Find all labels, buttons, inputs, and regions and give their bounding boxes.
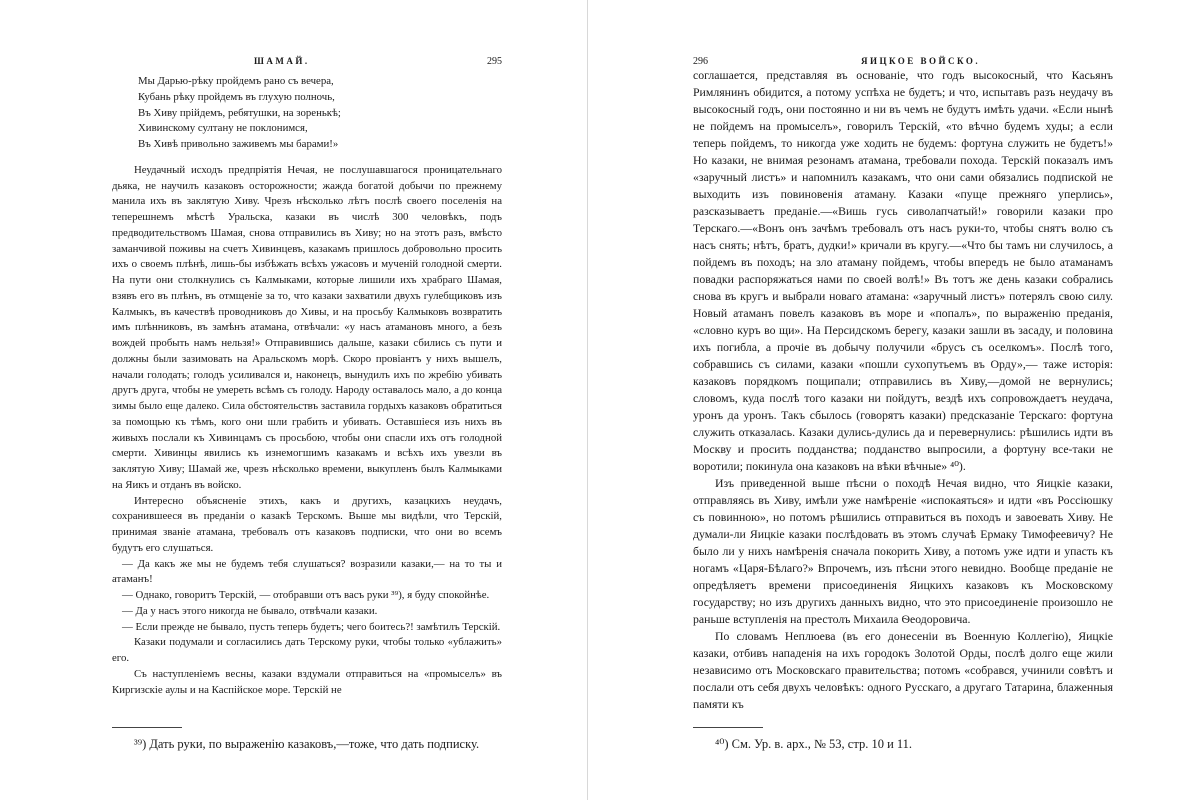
song-verse [138,74,502,153]
paragraph: Изъ приведенной выше пѣсни о походѣ Нечая видно, что Яицкіе казаки, отправляясь въ Хиву, имѣли уже намѣреніе «испокаяться» и идти «въ Россіюшку съ повинною», но потомъ рѣшились отправиться въ походъ и завоевать Хиву. Не думали-ли Яицкіе казаки послѣдовать въ этомъ случаѣ Ермаку Тимофеевичу? Не было ли у нихъ намѣренія сначала покорить Хиву, а потомъ уже идти и упасть къ ногамъ «Царя-Бѣлаго?» Впрочемъ, изъ пѣсни этого невидно. Вообще преданіе не опредѣляетъ времени присоединенія Яицкихъ казаковъ къ Московскому государству; но изъ другихъ данныхъ видно, что это присоединеніе произошло не раньше вступленія на престолъ Михаила Ѳеодоровича. [693,476,1113,626]
page-gutter [587,0,588,800]
left-page [112,0,502,800]
dialogue-line: — Если прежде не бывало, пусть теперь будетъ; чего боитесь?! замѣтилъ Терскій. [122,620,501,633]
left-page-number: 295 [487,56,502,67]
dialogue-line: — Да какъ же мы не будемъ тебя слушаться? возразили казаки,— на то ты и атаманъ! [112,557,502,586]
dialogue-line: — Да у насъ этого никогда не бывало, отвѣчали казаки. [122,604,378,617]
verse-line: Кубань рѣку пройдемъ въ глухую полночь, [138,90,335,103]
paragraph: По словамъ Неплюева (въ его донесеніи въ Военную Коллегію), Яицкіе казаки, отбивъ нападенія на ихъ городокъ Золотой Орды, послѣ долго еще жили независимо отъ Московскаго правительства; потомъ «собрався, учинили совѣтъ и послали отъ себя двухъ человѣкъ: одного Русскаго, а другаго Татарина, блаженныя памяти къ [693,629,1113,711]
footnote-rule [693,727,763,728]
paragraph: соглашается, представляя въ основаніе, что годъ высокосный, что Касьянъ Римлянинъ обидится, а потому успѣха не будетъ; и что, испытавъ разъ неудачу въ высокосный годъ, они постоянно и ни въ чемъ не будутъ имѣть удачи. «Если нынѣ не пойдемъ на промыселъ», говорилъ Терскій, «то вѣчно будемъ худы; а если теперь пойдемъ, то никогда уже ходить не будемъ: фортуна служить не будетъ!» Но казаки, не внимая резонамъ атамана, требовали похода. Терскій показалъ имъ «заручный листъ» и напомнилъ казакамъ, что они сами обязались подпиской не выходить изъ повиновенія атаману. Казаки «пуще прежняго уперлись», разсказываетъ преданіе.—«Вишь гусь сиволапчатый!» говорили казаки про Терскаго.—«Вонъ онъ зачѣмъ требовалъ отъ насъ руки-то, чтобы снятъ волю съ насъ снять; нѣтъ, братъ, дудки!» кричали въ кругу.—«Что бы тамъ ни случилось, а пойдемъ въ походъ; на зло атаману пойдемъ, чтобы впередъ не было атаманамъ повадки распоряжаться нами по своей волѣ!» Въ тотъ же день казаки собрались снова въ кругъ и выбрали новаго атамана: «заручный листъ» потерялъ свою силу. Новый атаманъ повелъ казаковъ въ море и «попалъ», по выраженію преданія, «словно куръ во щи». На Персидскомъ берегу, казаки зашли въ засаду, и половина ихъ погибла, а прочіе въ добычу получили «брусъ съ оселкомъ». Послѣ того, собравшись съ силами, казаки «пошли сухопутьемъ въ Орду»,— таже исторія: казаковъ порядкомъ пощипали; отправились въ Хиву,—домой не вернулись; словомъ, куда послѣ того казаки ни пойдутъ, вездѣ ихъ сопровождаетъ неудача, уронъ да уронъ. Такъ сбылось (говорятъ казаки) предсказаніе Терскаго: фортуна служить отказалась. Казаки дулись-дулись да и перевернулись: рѣшились идти въ Москву и просить подданства; подданство выпросили, а фортуну все-таки не воротили; покинула она казаковъ на вѣки вѣчные» ⁴⁰). [693,68,1113,473]
paragraph: Казаки подумали и согласились дать Терскому руки, чтобы только «ублажить» его. [112,636,502,664]
dialogue-line: — Однако, говоритъ Терскій, — отобравши отъ васъ руки ³⁹), я буду спокойнѣе. [122,589,490,601]
paragraph: Неудачный исходъ предпріятія Нечая, не послушавшагося проницательнаго дьяка, не научилъ казаковъ осторожности; жажда богатой добычи по прежнему манила ихъ въ заклятую Хиву. Чрезъ нѣсколько лѣтъ послѣ своего поселенія на теперешнемъ мѣстѣ Уральска, казаки въ числѣ 300 человѣкъ, подъ предводительствомъ Шамая, снова отправились въ Хиву; но на этотъ разъ, вмѣсто заманчивой поживы на счетъ Хивинцевъ, казакамъ пришлось добровольно просить ихъ о своемъ плѣнѣ, лишь-бы избѣжать всѣхъ ужасовъ и мученій голодной смерти. На пути они столкнулись съ Калмыками, которые лишили ихъ храбраго Шамая, взявъ его въ плѣнъ, въ отмщеніе за то, что казаки захватили двухъ гулебщиковъ изъ Калмыкъ, въ качествѣ проводниковъ до Хивы, и на просьбу Калмыковъ возвратить имъ плѣнниковъ, въ замѣнъ атамана, отвѣчали: «у насъ атамановъ много, а безъ вождей пробыть намъ нельзя!» Отправившись дальше, казаки сбились съ пути и должны были зазимовать на Аральскомъ морѣ. Скоро провіантъ у нихъ вышелъ, начали голодать; голодъ усиливался и, наконецъ, вынудилъ ихъ по жребію убивать другъ друга, чтобы не умереть всѣмъ съ голоду. Народу оставалось мало, а до конца зимы было еще далеко. Сила обстоятельствъ заставила гордыхъ казаковъ обратиться за помощью къ тѣмъ, кого они шли грабить и убивать. Оставшіеся изъ нихъ въ живыхъ послали къ Хивинцамъ съ просьбою, чтобы они спасли ихъ отъ голодной смерти. Хивинцы явились къ изнемогшимъ казакамъ и всѣхъ ихъ увезли въ заклятую Хиву; Шамай же, чрезъ нѣсколько времени, выкупленъ былъ Калмыками на Яикъ и отданъ въ войско. [112,163,502,491]
right-body [693,67,1113,713]
footnote-rule [112,727,182,728]
footnote: ⁴⁰) См. Ур. в. арх., № 53, стр. 10 и 11. [715,737,913,751]
paragraph: Съ наступленіемъ весны, казаки вздумали отправиться на «промыселъ» въ Киргизскіе аулы и на Каспійское море. Терскій не [112,667,502,696]
verse-line: Въ Хиву прійдемъ, ребятушки, на зоренькѣ; [138,106,341,119]
paragraph: Интересно объясненіе этихъ, какъ и другихъ, казацкихъ неудачъ, сохранившееся въ преданіи о казакѣ Терскомъ. Выше мы видѣли, что Терскій, принимая званіе атамана, требовалъ отъ казаковъ подписки, что они во всемъ будутъ его слушаться. [112,494,502,554]
left-body [112,74,502,698]
footnote: ³⁹) Дать руки, по выраженію казаковъ,—тоже, что дать подписку. [134,737,480,751]
verse-line: Мы Дарью-рѣку пройдемъ рано съ вечера, [138,75,334,87]
left-running-title: ШАМАЙ. [254,56,310,66]
verse-line: Въ Хивѣ привольно заживемъ мы барами!» [138,138,339,150]
left-running-head [112,56,502,70]
right-page-number: 296 [693,56,708,67]
right-page [693,0,1113,800]
right-running-title: ЯИЦКОЕ ВОЙСКО. [861,56,981,66]
verse-line: Хивинскому султану не поклонимся, [138,122,308,135]
